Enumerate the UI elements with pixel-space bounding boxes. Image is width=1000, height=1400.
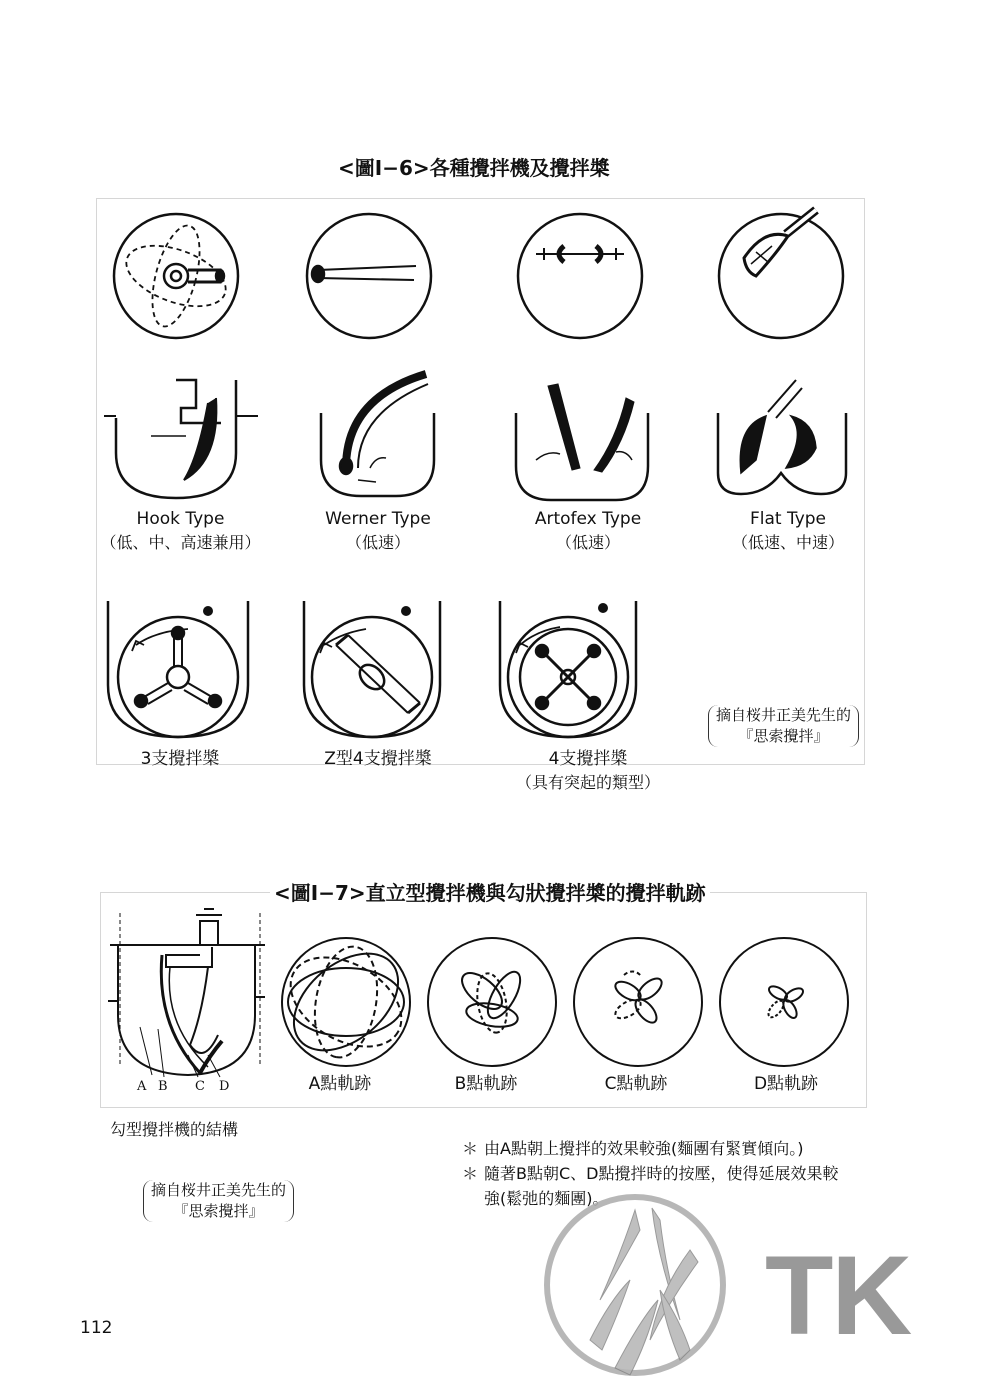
paddle-name: 3支攪拌槳	[140, 749, 220, 769]
paddle-types-illustration	[96, 595, 656, 755]
figure6-title: <圖Ⅰ−6>各種攪拌機及攪拌槳	[338, 156, 610, 180]
trajectory-label: C點軌跡	[604, 1074, 668, 1094]
mixer-artofex	[493, 508, 683, 554]
paddle-4-arm	[478, 748, 698, 794]
source-line: 『思索攪拌』	[738, 727, 829, 745]
point-letter: C	[195, 1079, 205, 1094]
note-item	[462, 1136, 862, 1161]
note-text: 隨著B點朝C、D點攪拌時的按壓，使得延展效果較	[484, 1164, 839, 1183]
paddle-name: 4支攪拌槳	[548, 749, 628, 769]
trajectory-label: B點軌跡	[454, 1074, 518, 1094]
point-letter: B	[158, 1079, 168, 1094]
paddle-3-arm	[100, 748, 260, 771]
bamboo-logo-watermark	[540, 1190, 740, 1390]
mixer-name: Werner Type	[325, 509, 431, 529]
mixer-speed: （低速、中速）	[731, 533, 844, 552]
mixer-name: Hook Type	[136, 509, 225, 529]
mixer-hook	[88, 508, 273, 554]
watermark-text: TK	[765, 1233, 911, 1358]
page-number: 112	[80, 1318, 113, 1338]
figure7-title: <圖Ⅰ−7>直立型攪拌機與勾狀攪拌槳的攪拌軌跡	[270, 877, 710, 906]
figure6-source	[708, 705, 859, 747]
mixer-name: Artofex Type	[534, 509, 642, 529]
trajectory-label: A點軌跡	[308, 1074, 372, 1094]
note-text-continued: 強(鬆弛的麵團)。	[484, 1189, 609, 1208]
mixer-name: Flat Type	[749, 509, 827, 529]
mixer-types-illustration	[96, 198, 863, 518]
note-mark: ＊	[462, 1164, 479, 1183]
note-text: 由A點朝上攪拌的效果較強(麵團有緊實傾向。)	[484, 1139, 804, 1158]
trajectory-label: D點軌跡	[753, 1074, 819, 1094]
hook-trajectory-illustration	[100, 905, 865, 1095]
paddle-z-type	[298, 748, 458, 771]
mixer-speed: （低速）	[345, 533, 410, 552]
mixer-speed: （低、中、高速兼用）	[100, 533, 261, 552]
figure7-source	[143, 1180, 294, 1222]
structure-caption: 勾型攪拌機的結構	[110, 1120, 239, 1139]
source-line: 『思索攪拌』	[173, 1202, 264, 1220]
point-letter: D	[219, 1079, 230, 1094]
note-mark: ＊	[462, 1139, 479, 1158]
point-letter: A	[137, 1079, 147, 1094]
source-line: 摘自桜井正美先生的	[716, 706, 852, 724]
mixer-flat	[693, 508, 883, 554]
mixer-speed: （低速）	[555, 533, 620, 552]
mixer-werner	[283, 508, 473, 554]
paddle-note: （具有突起的類型）	[515, 773, 660, 792]
paddle-name: Z型4支攪拌槳	[324, 749, 432, 769]
source-line: 摘自桜井正美先生的	[151, 1181, 287, 1199]
